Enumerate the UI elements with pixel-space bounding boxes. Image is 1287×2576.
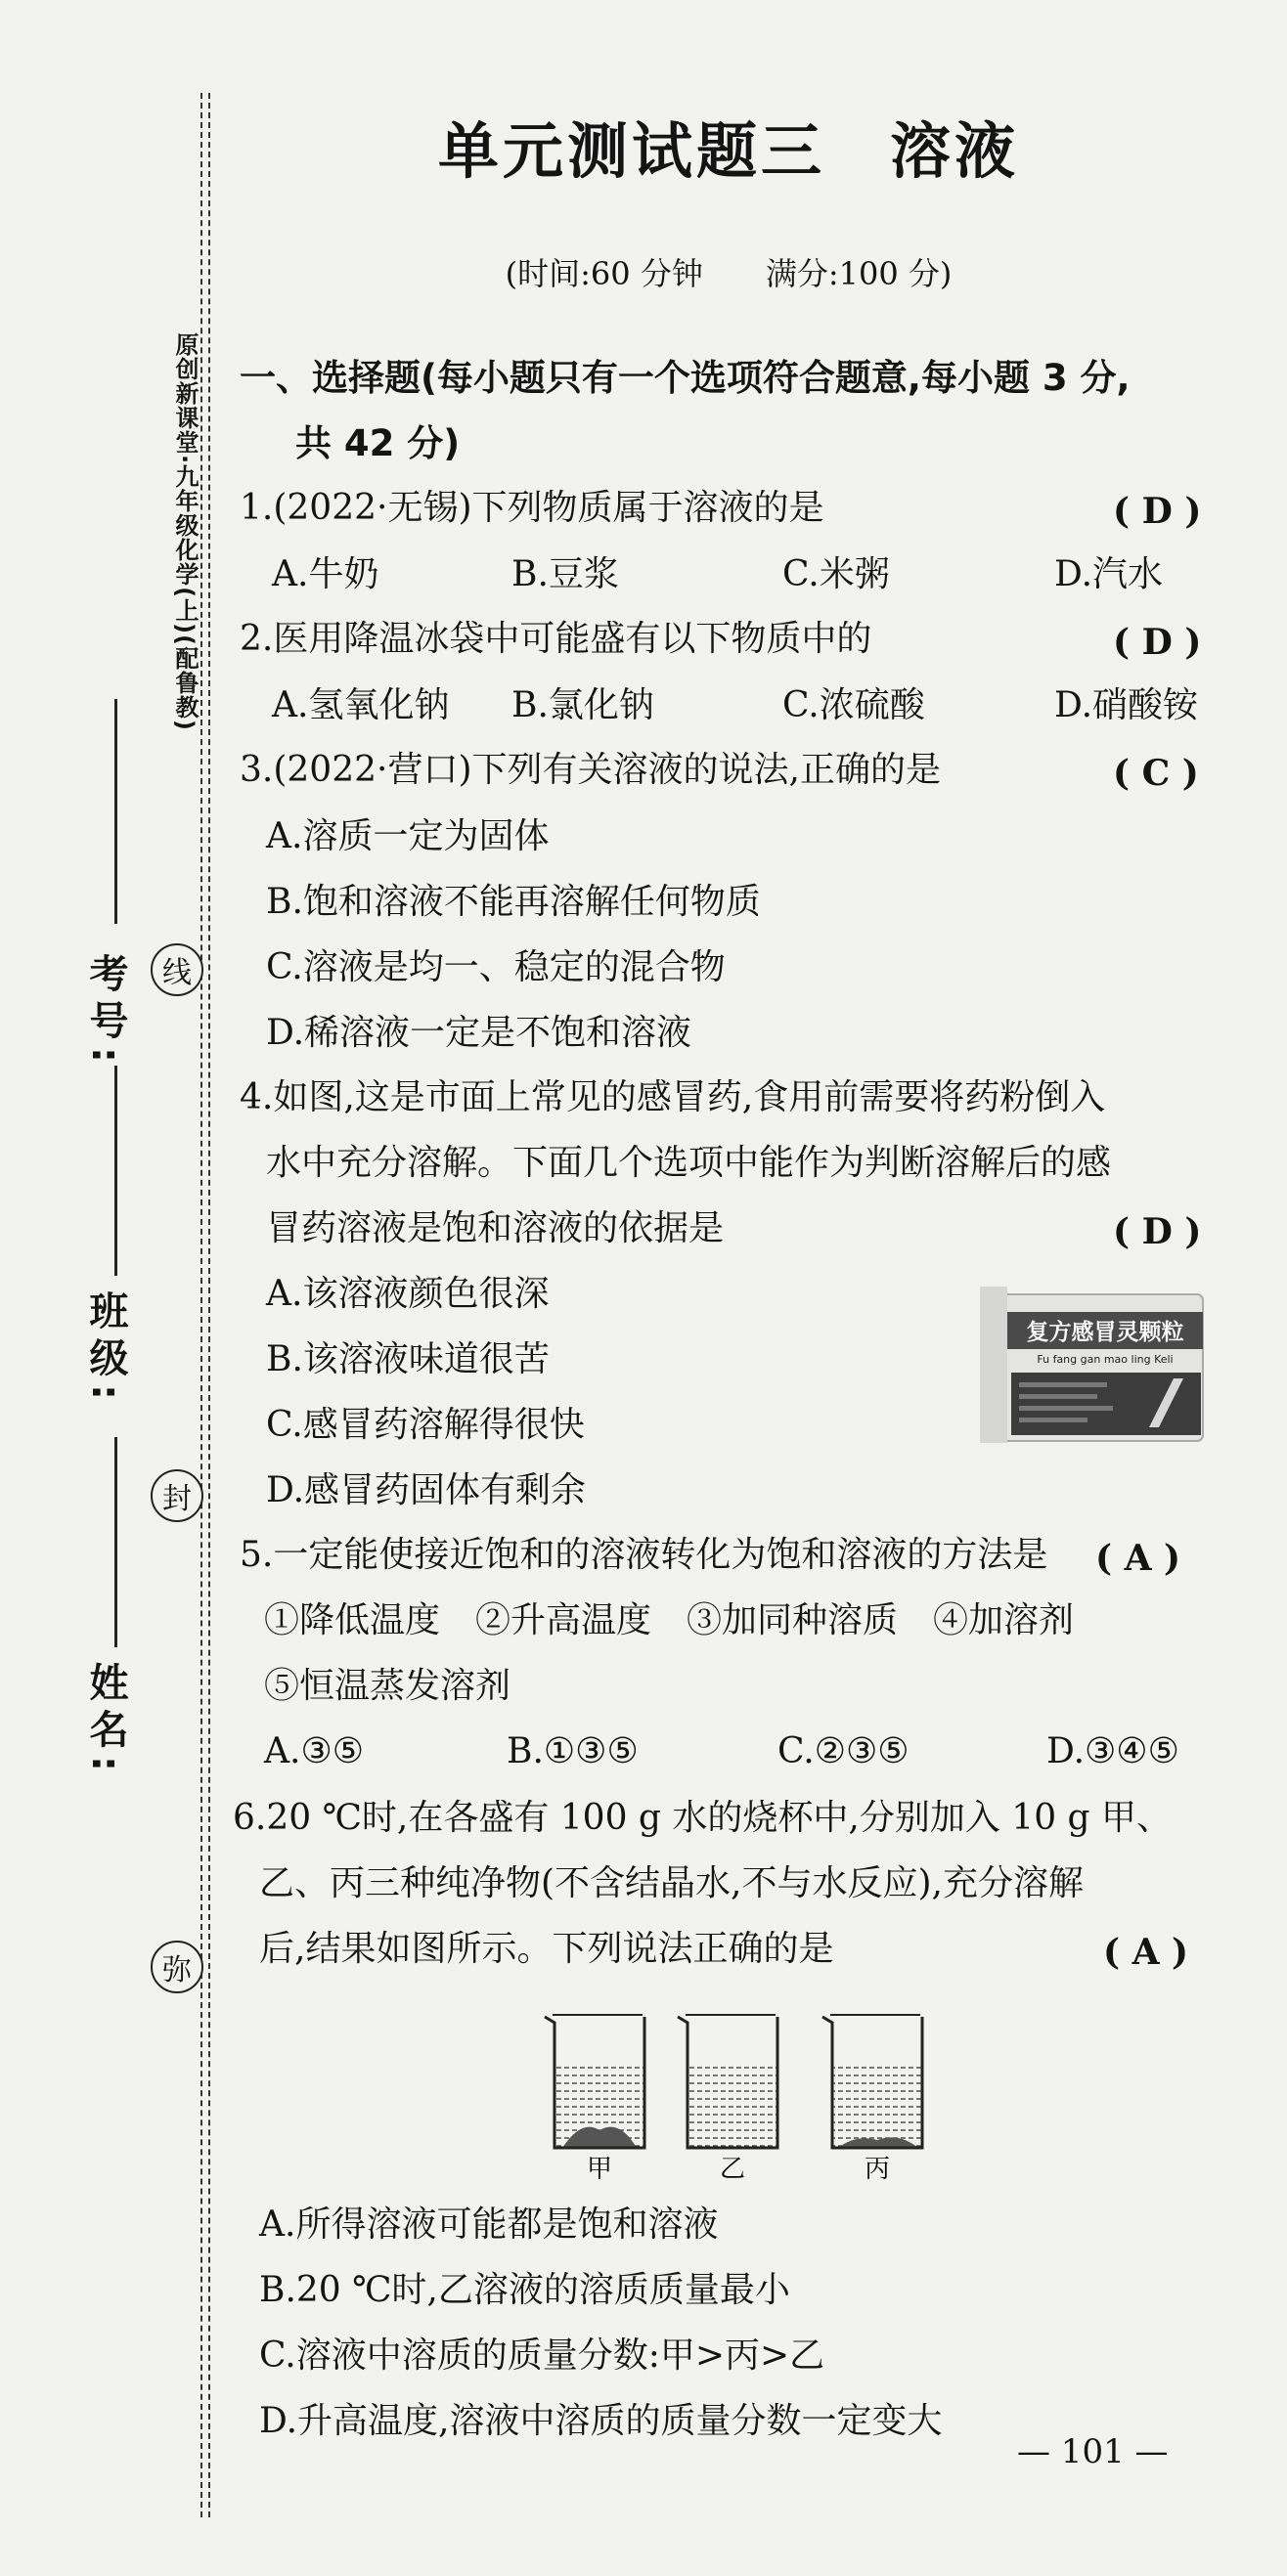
question-1-answer: ( D ) <box>1113 491 1202 532</box>
beaker-label: 丙 <box>864 2155 891 2184</box>
seal-secret: 弥 <box>151 1941 203 1993</box>
question-2-answer: ( D ) <box>1113 622 1202 663</box>
q4-option-d: D.感冒药固体有剩余 <box>266 1470 587 1510</box>
q4-option-c: C.感冒药溶解得很快 <box>266 1405 585 1445</box>
q5-option-b: B.①③⑤ <box>507 1731 639 1771</box>
page-subtitle: (时间:60 分钟 满分:100 分) <box>505 255 953 292</box>
beaker-jia <box>545 2015 644 2184</box>
q6-option-d: D.升高温度,溶液中溶质的质量分数一定变大 <box>259 2401 943 2441</box>
question-3-answer: ( C ) <box>1113 753 1199 794</box>
question-6-stem: 6.20 ℃时,在各盛有 100 g 水的烧杯中,分别加入 10 g 甲、 <box>233 1798 1173 1838</box>
question-6-answer: ( A ) <box>1103 1932 1189 1973</box>
q1-option-b: B.豆浆 <box>511 554 619 594</box>
question-1-stem: 1.(2022·无锡)下列物质属于溶液的是 <box>240 488 824 528</box>
q1-option-d: D.汽水 <box>1054 554 1164 594</box>
name-label: 姓名: <box>83 1662 128 1779</box>
book-info: 原创新课堂·九年级化学(上)(配鲁教) <box>171 332 199 731</box>
medicine-box-image <box>978 1281 1205 1452</box>
binding-line <box>208 93 210 2517</box>
beakers-figure <box>533 2009 944 2185</box>
question-3-stem: 3.(2022·营口)下列有关溶液的说法,正确的是 <box>240 750 941 790</box>
q3-option-d: D.稀溶液一定是不饱和溶液 <box>266 1013 692 1053</box>
q1-option-c: C.米粥 <box>782 554 890 594</box>
q2-option-c: C.浓硫酸 <box>782 685 925 725</box>
question-6-stem-cont: 乙、丙三种纯净物(不含结晶水,不与水反应),充分溶解 <box>259 1863 1084 1903</box>
q2-option-b: B.氯化钠 <box>511 685 654 725</box>
box-subtitle: Fu fang gan mao ling Keli <box>1037 1353 1174 1366</box>
beaker-label: 乙 <box>719 2155 746 2184</box>
beaker-yi <box>678 2015 777 2184</box>
beaker-bing <box>822 2015 922 2184</box>
question-4-stem-cont: 冒药溶液是饱和溶液的依据是 <box>266 1208 725 1248</box>
seal-seal: 封 <box>151 1469 203 1522</box>
q5-methods: ①降低温度 ②升高温度 ③加同种溶质 ④加溶剂 <box>264 1600 1075 1640</box>
question-4-answer: ( D ) <box>1113 1211 1202 1252</box>
q5-option-c: C.②③⑤ <box>777 1731 910 1771</box>
q4-option-a: A.该溶液颜色很深 <box>266 1274 550 1314</box>
q3-option-a: A.溶质一定为固体 <box>266 816 550 856</box>
question-2-stem: 2.医用降温冰袋中可能盛有以下物质中的 <box>240 619 872 659</box>
exam-number-label: 考号: <box>83 953 128 1070</box>
page-number: — 101 — <box>1017 2432 1169 2471</box>
question-4-stem: 4.如图,这是市面上常见的感冒药,食用前需要将药粉倒入 <box>240 1077 1106 1117</box>
q3-option-b: B.饱和溶液不能再溶解任何物质 <box>266 882 761 922</box>
page-title: 单元测试题三 溶液 <box>437 115 1019 187</box>
q2-option-d: D.硝酸铵 <box>1054 685 1199 725</box>
q5-option-d: D.③④⑤ <box>1046 1731 1179 1771</box>
q6-option-c: C.溶液中溶质的质量分数:甲>丙>乙 <box>259 2336 825 2376</box>
q6-option-a: A.所得溶液可能都是饱和溶液 <box>259 2205 719 2245</box>
box-title: 复方感冒灵颗粒 <box>1026 1320 1184 1345</box>
section-heading-cont: 共 42 分) <box>295 422 461 464</box>
exam-number-line <box>114 699 117 924</box>
question-5-stem: 5.一定能使接近饱和的溶液转化为饱和溶液的方法是 <box>240 1535 1048 1575</box>
beaker-label: 甲 <box>586 2155 613 2184</box>
q1-option-a: A.牛奶 <box>272 554 379 594</box>
q3-option-c: C.溶液是均一、稳定的混合物 <box>266 947 726 987</box>
seal-line: 线 <box>151 943 203 996</box>
question-4-stem-cont: 水中充分溶解。下面几个选项中能作为判断溶解后的感 <box>266 1143 1112 1183</box>
class-line <box>114 1066 117 1276</box>
q5-methods-cont: ⑤恒温蒸发溶剂 <box>264 1666 511 1706</box>
q6-option-b: B.20 ℃时,乙溶液的溶质质量最小 <box>259 2270 790 2310</box>
question-5-answer: ( A ) <box>1095 1538 1181 1579</box>
q4-option-b: B.该溶液味道很苦 <box>266 1339 550 1379</box>
section-heading: 一、选择题(每小题只有一个选项符合题意,每小题 3 分, <box>240 357 1131 399</box>
class-label: 班级: <box>83 1290 128 1408</box>
question-6-stem-cont: 后,结果如图所示。下列说法正确的是 <box>259 1929 834 1969</box>
q2-option-a: A.氢氧化钠 <box>272 685 450 725</box>
name-line <box>114 1437 117 1647</box>
q5-option-a: A.③⑤ <box>264 1731 364 1771</box>
